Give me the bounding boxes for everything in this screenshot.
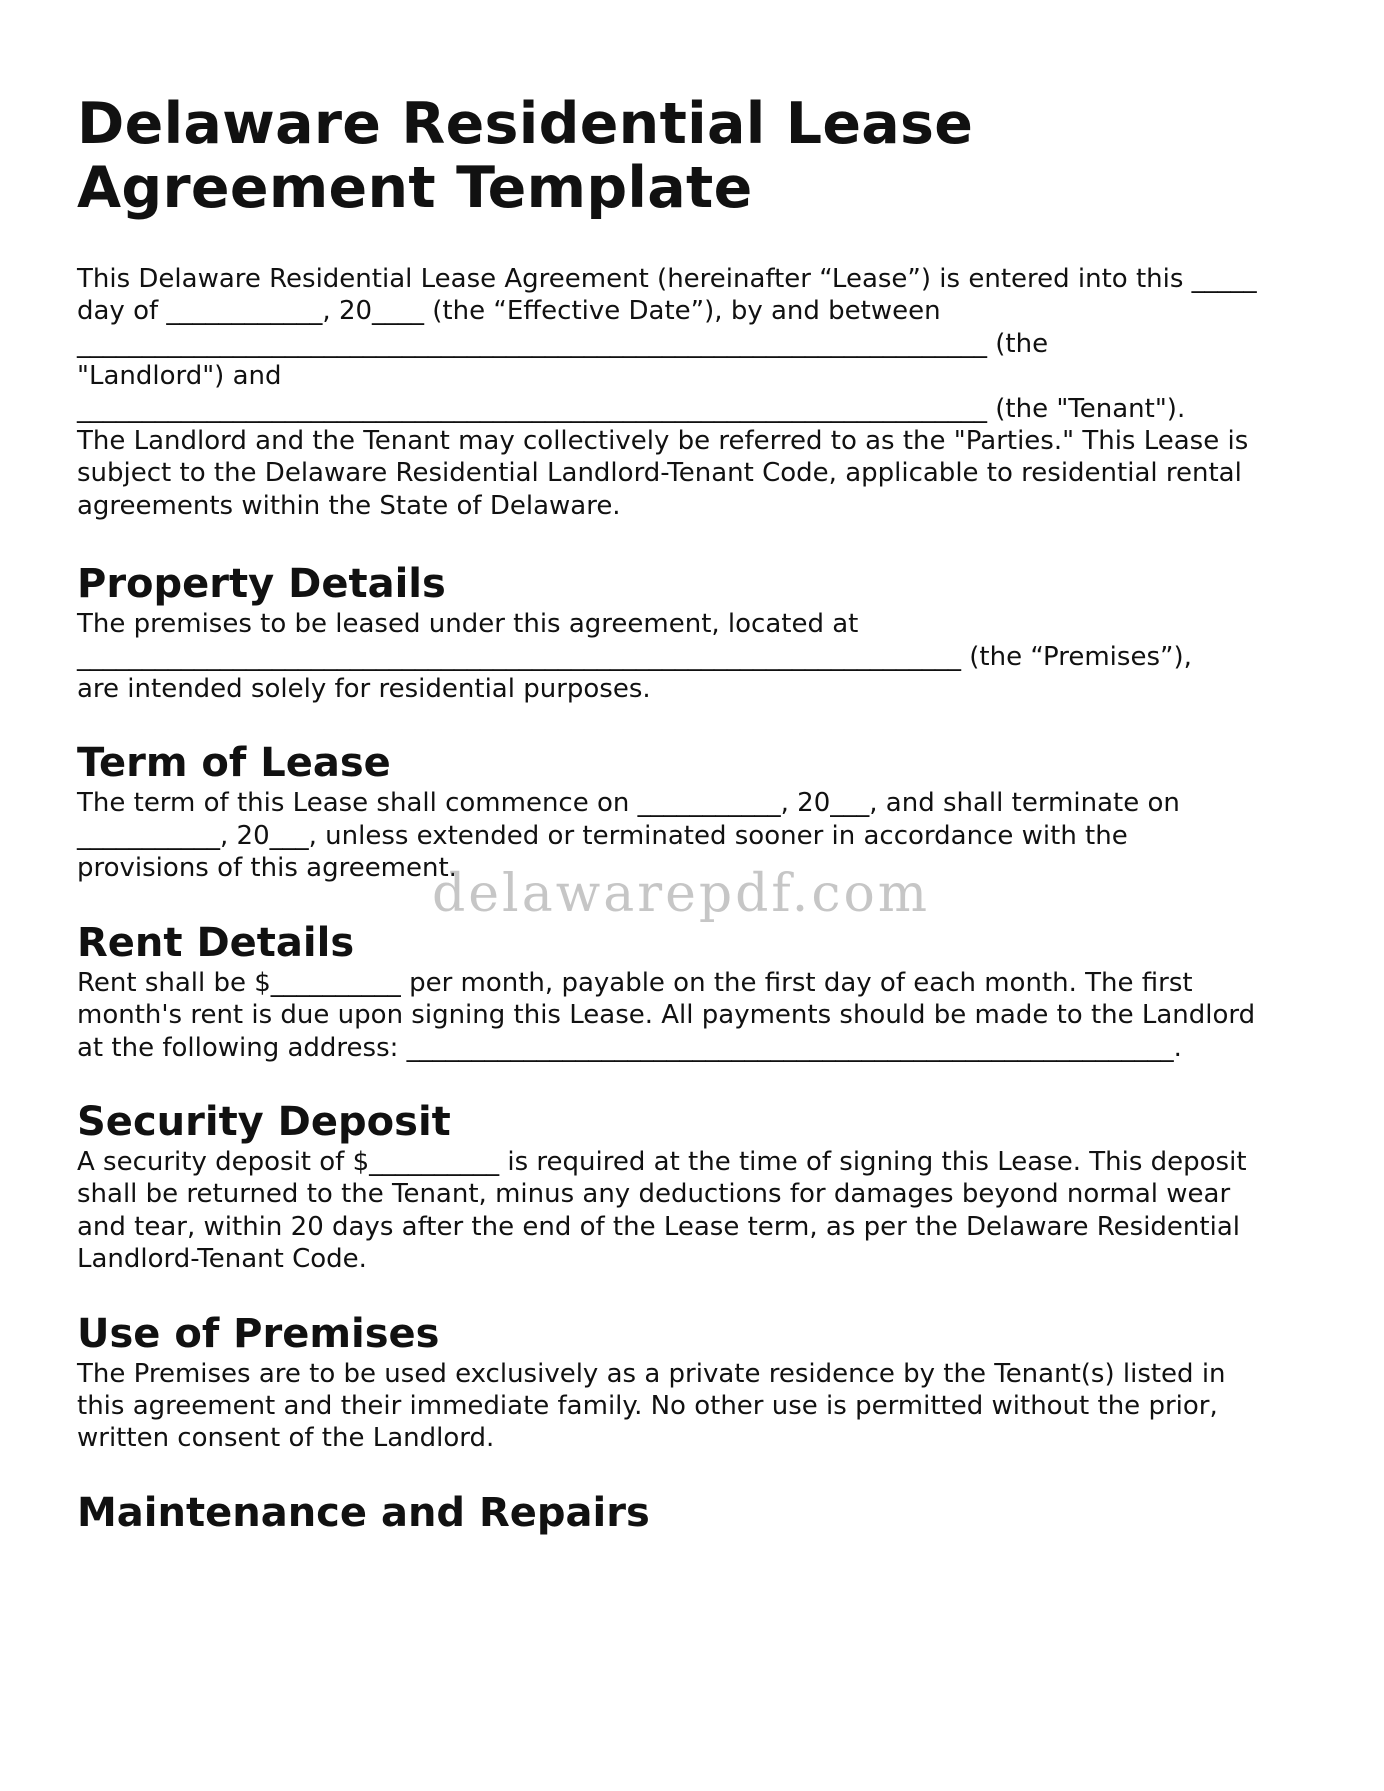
property-details-text: The premises to be leased under this agreement, located at ____________________________________________________________________ (the “Premises”), are intended solely for residential purposes.: [77, 609, 1192, 705]
heading-term-of-lease: Term of Lease: [77, 740, 391, 787]
heading-property-details: Property Details: [77, 561, 446, 608]
heading-rent-details: Rent Details: [77, 919, 355, 966]
heading-maintenance-and-repairs: Maintenance and Repairs: [77, 1489, 650, 1536]
heading-security-deposit: Security Deposit: [77, 1098, 451, 1145]
rent-details-text: Rent shall be $__________ per month, payable on the first day of each month. The first month's rent is due upon signing this Lease. All payments should be made to the Landlord at the following address: ___________________________________________________________.: [77, 967, 1256, 1063]
security-deposit-text: A security deposit of $__________ is required at the time of signing this Lease. This deposit shall be returned to the Tenant, minus any deductions for damages beyond normal wear and tear, within 20 days after the end of the Lease term, as per the Delaware Residential Landlord-Tenant Code.: [77, 1146, 1247, 1275]
document-title: Delaware Residential Lease Agreement Template: [77, 91, 974, 221]
document-page: [77, 92, 1307, 1537]
watermark-text: delawarepdf.com: [432, 864, 931, 924]
term-of-lease-text: The term of this Lease shall commence on ___________, 20___, and shall terminate on ___________, 20___, unless extended or terminated sooner in accordance with the provisions of this agreement.: [77, 788, 1180, 884]
intro-paragraph: This Delaware Residential Lease Agreement (hereinafter “Lease”) is entered into this _____ day of ____________, 20____ (the “Effective Date”), by and between ______________________________________________________________________ (the "Landlord") and ______________________________________________________________________ (the "Tenant"). The Landlord and the Tenant may collectively be referred to as the "Parties." This Lease is subject to the Delaware Residential Landlord-Tenant Code, applicable to residential rental agreements within the State of Delaware.: [77, 264, 1257, 521]
heading-use-of-premises: Use of Premises: [77, 1310, 440, 1357]
use-of-premises-text: The Premises are to be used exclusively as a private residence by the Tenant(s) listed in this agreement and their immediate family. No other use is permitted without the prior, written consent of the Landlord.: [77, 1358, 1226, 1454]
